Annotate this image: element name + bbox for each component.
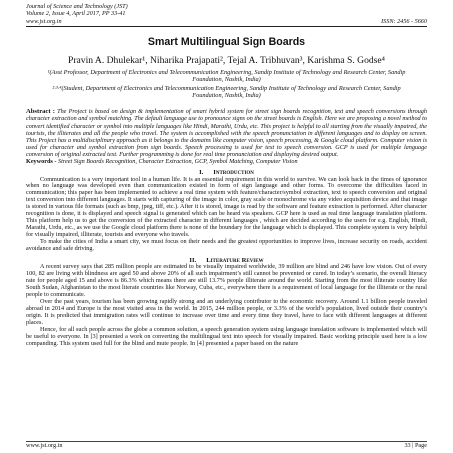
abstract xyxy=(26,108,427,158)
page-number: 33 | Page xyxy=(404,442,427,449)
journal-issn: ISSN: 2456 - 5660 xyxy=(381,17,427,25)
affiliation-2: ²·³·⁴(Student, Department of Electronics and Telecommunication Engineering, Sandip Institute of Technology and Research Center, Sandip Foundation, Nashik, India) xyxy=(52,84,401,100)
keywords-label: Keywords - xyxy=(26,158,57,166)
section-title: Literature Review xyxy=(206,257,264,264)
page-footer xyxy=(26,441,427,450)
abstract-label: Abstract : xyxy=(26,108,55,116)
footer-website: www.jst.org.in xyxy=(26,442,63,449)
journal-website: www.jst.org.in xyxy=(26,17,62,25)
keywords-text: Street Sign Boards Recognition, Character Extraction, GCP, Symbol Matching, Computer Vision xyxy=(57,158,298,166)
paragraph: Hence, for all such people across the globe a common solution, a speech generation system using language translation software is implemented which will be useful to everyone. In [3] presented a work on converting the multilingual text into speech for visually impaired. Basic working principle used here is a low companding. This system used full for the blind and mute people. In [4] presented a paper based on the nature xyxy=(26,325,427,347)
paragraph: A recent survey says that 285 million people are estimated to be visually impaired worldwide, 39 million are blind and 246 have low vision. Out of every 100, 82 are living with blindness are aged 50 and above 20% of all such impairment’s still cannot be prevented or cured. In today’s scenario, the overall literacy rate for people aged 15 and above is 86.3% which means there are still 13.7% people illiterate around the world. Starting from the most illiterate country like South Sudan, Afghanistan to the most literate countries like Norway, Cuba, etc., everywhere there is a requirement of local language for the illiterate or the rural people to communicate. xyxy=(26,263,427,299)
introduction-body xyxy=(26,177,427,253)
section-number: II. xyxy=(189,257,197,264)
journal-volume: Volume 2, Issue 4, April 2017, PP 33-41 xyxy=(26,10,126,18)
section-title: Introduction xyxy=(213,169,254,177)
paragraph: Over the past years, tourism has been growing rapidly strong and an underlying contributor to the economic recovery. Around 1.1 billion people traveled abroad in 2014 and Europe is the most visited area in the world. In 2015, 244 million people, or 3.3% of the world’s population, lived outside their country’s origin. It is predicted that immigration rates will continue to increase over time and every time they travel, have to face with different languages at different places. xyxy=(26,298,427,327)
abstract-text: The Project is based on design & implementation of smart hybrid system for street sign boards recognition, text and speech conversions through character extraction and symbol matching. The default language use to pronounce signs on the street boards is English. Here we are proposing a novel method to convert identified character or symbol into multiple languages like Hindi, Marathi, Urdu, etc. This project is helpful to all starting from the visually impaired, the tourists, the illiterates and all the people who travel. The system is accomplished with the speech pronunciation in different languages and to display on screen. This Project has a multidisciplinary approach as it belongs to the domains like computer vision, speech processing, & Google cloud platform. Computer vision is used for character and symbol extraction from sign boards. Speech processing is used for text to speech conversion. GCP is used for multiple language conversion of original extracted text. Further programming is done for real time pronunciation and displaying desired output. xyxy=(26,108,427,158)
journal-name: Journal of Science and Technology (JST) xyxy=(26,3,128,10)
literature-review-body xyxy=(26,264,427,347)
section-number: I. xyxy=(199,169,204,177)
keywords xyxy=(26,158,427,165)
paper-title: Smart Multilingual Sign Boards xyxy=(147,36,306,49)
running-header xyxy=(26,3,427,25)
affiliation-1: ¹(Asst Professor, Department of Electronics and Telecommunication Engineering, Sandip Institute of Technology and Research Center, Sandip Foundation, Nashik, India) xyxy=(47,69,406,84)
paragraph: Communication is a very important tool in a human life. It is an essential requirement in this world to survive. We can look back in the times of ignorance when no language was developed even than communication existed in form of sign language and other forms. To overcome the difficulties faced in communication; this paper has been implemented to achieve a real time system with feature/character/symbol extraction, text to speech conversion and original text conversion into different languages. It starts with capturing of the image in color, gray scale or monochrome via any video acquisition device and that image is stored in various file formats (such as bmp, jpeg, tiff, etc.). After it is stored, image is read by the software and feature extraction is performed. After character recognition is done, it is displayed and speech signal is generated which can be heard via speakers. GCP here is used as real time language translation platform. This platform help us to get the conversion of the extracted character in different languages , which are decided according to the users for e.g. English, Hindi, Marathi, Urdu, etc., as we use the Google cloud platform there is none of the boundary for the language which is displayed. This complete system is very helpful for visually impaired, illiterate, tourists and everyone who travels. xyxy=(26,175,427,239)
header-rule xyxy=(26,26,427,27)
author-list: Pravin A. Dhulekar¹, Niharika Prajapati², Tejal A. Tribhuvan³, Karishma S. Godse⁴ xyxy=(67,55,385,67)
paragraph: To make the cities of India a smart city, we must focus on their needs and the greatest opportunities to improve lives, increase security on roads, accident avoidance and safe driving. xyxy=(26,238,427,253)
